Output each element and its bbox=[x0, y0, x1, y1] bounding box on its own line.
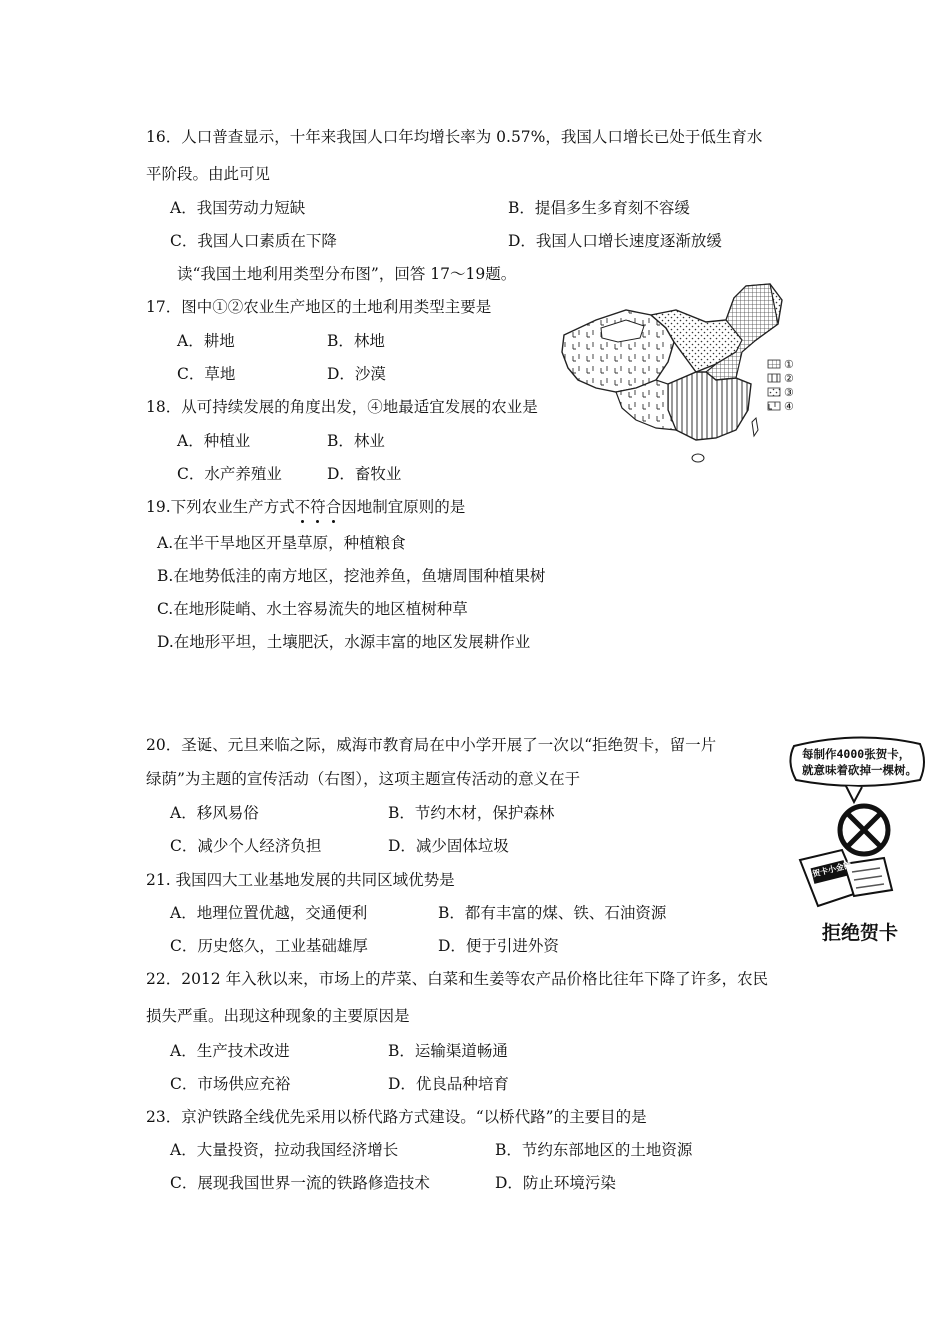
region-2 bbox=[668, 372, 751, 440]
q16-option-d: D．我国人口增长速度逐渐放缓 bbox=[508, 232, 722, 250]
poster-caption: 拒绝贺卡 bbox=[822, 922, 899, 944]
bubble-line2: 就意味着砍掉一棵树。 bbox=[802, 763, 917, 777]
q19-option-a: A.在半干旱地区开垦草原，种植粮食 bbox=[157, 534, 406, 552]
q20-stem-line2: 绿荫”为主题的宣传活动（右图），这项主题宣传活动的意义在于 bbox=[146, 770, 581, 788]
china-map-drawing bbox=[556, 280, 810, 470]
q23-option-c: C．展现我国世界一流的铁路修造技术 bbox=[170, 1174, 430, 1192]
q19-option-d: D.在地形平坦，土壤肥沃，水源丰富的地区发展耕作业 bbox=[157, 633, 531, 651]
q18-stem: 18．从可持续发展的角度出发，④地最适宜发展的农业是 bbox=[146, 398, 538, 416]
q23-option-b: B．节约东部地区的土地资源 bbox=[495, 1141, 693, 1159]
q22-option-a: A．生产技术改进 bbox=[170, 1042, 290, 1060]
q23-option-d: D．防止环境污染 bbox=[495, 1174, 616, 1192]
q16-option-a: A．我国劳动力短缺 bbox=[170, 199, 306, 217]
card-label: 贺卡小金额 bbox=[811, 860, 853, 879]
legend-label-4: ④ bbox=[784, 400, 794, 413]
legend-label-3: ③ bbox=[784, 386, 794, 399]
q21-option-d: D．便于引进外资 bbox=[438, 937, 559, 955]
q19-emph-2: 符 bbox=[310, 498, 326, 516]
q19-stem bbox=[146, 497, 465, 517]
q17-option-a: A．耕地 bbox=[177, 332, 235, 350]
q17-stem: 17．图中①②农业生产地区的土地利用类型主要是 bbox=[146, 298, 492, 316]
q17-option-c: C．草地 bbox=[177, 365, 236, 383]
q20-option-b: B．节约木材，保护森林 bbox=[388, 804, 555, 822]
q22-option-c: C．市场供应充裕 bbox=[170, 1075, 291, 1093]
q16-option-c: C．我国人口素质在下降 bbox=[170, 232, 337, 250]
q22-option-b: B．运输渠道畅通 bbox=[388, 1042, 508, 1060]
q16-option-b: B．提倡多生多育刻不容缓 bbox=[508, 199, 690, 217]
q18-option-c: C．水产养殖业 bbox=[177, 465, 282, 483]
bubble-line1: 每制作4000张贺卡， bbox=[802, 747, 911, 761]
q19-stem-pre: 19.下列农业生产方式 bbox=[146, 498, 295, 516]
q20-option-a: A．移风易俗 bbox=[170, 804, 259, 822]
q19-emph-3: 合 bbox=[326, 498, 342, 516]
q21-option-b: B．都有丰富的煤、铁、石油资源 bbox=[438, 904, 667, 922]
q20-option-d: D．减少固体垃圾 bbox=[388, 837, 509, 855]
legend-label-1: ① bbox=[784, 358, 794, 371]
q19-option-c: C.在地形陡峭、水土容易流失的地区植树种草 bbox=[157, 600, 468, 618]
q18-option-a: A．种植业 bbox=[177, 432, 251, 450]
land-use-map bbox=[556, 280, 810, 470]
q20-option-c: C．减少个人经济负担 bbox=[170, 837, 322, 855]
q17-option-d: D．沙漠 bbox=[327, 365, 386, 383]
q20-stem-line1: 20．圣诞、元旦来临之际，威海市教育局在中小学开展了一次以“拒绝贺卡，留一片 bbox=[146, 736, 717, 754]
q22-option-d: D．优良品种培育 bbox=[388, 1075, 509, 1093]
q21-option-a: A．地理位置优越，交通便利 bbox=[170, 904, 368, 922]
reject-cards-poster bbox=[788, 732, 928, 944]
q22-stem-line2: 损失严重。出现这种现象的主要原因是 bbox=[146, 1007, 410, 1025]
legend-label-2: ② bbox=[784, 372, 794, 385]
q16-stem-line1: 16．人口普查显示，十年来我国人口年均增长率为 0.57%，我国人口增长已处于低生育水 bbox=[146, 128, 763, 146]
q19-option-b: B.在地势低洼的南方地区，挖池养鱼，鱼塘周围种植果树 bbox=[157, 567, 546, 585]
q22-stem-line1: 22．2012 年入秋以来，市场上的芹菜、白菜和生姜等农产品价格比往年下降了许多，农民 bbox=[146, 970, 769, 988]
q23-option-a: A．大量投资，拉动我国经济增长 bbox=[170, 1141, 399, 1159]
q23-stem: 23．京沪铁路全线优先采用以桥代路方式建设。“以桥代路”的主要目的是 bbox=[146, 1108, 647, 1126]
q18-option-d: D．畜牧业 bbox=[327, 465, 402, 483]
intro-17-19: 读“我国土地利用类型分布图”，回答 17～19题。 bbox=[177, 265, 517, 283]
q21-option-c: C．历史悠久，工业基础雄厚 bbox=[170, 937, 368, 955]
q18-option-b: B．林业 bbox=[327, 432, 385, 450]
q19-stem-post: 因地制宜原则的是 bbox=[341, 498, 466, 516]
q19-emph-1: 不 bbox=[295, 498, 311, 516]
q17-option-b: B．林地 bbox=[327, 332, 385, 350]
q16-stem-line2: 平阶段。由此可见 bbox=[146, 165, 271, 183]
q21-stem: 21. 我国四大工业基地发展的共同区域优势是 bbox=[146, 871, 455, 889]
